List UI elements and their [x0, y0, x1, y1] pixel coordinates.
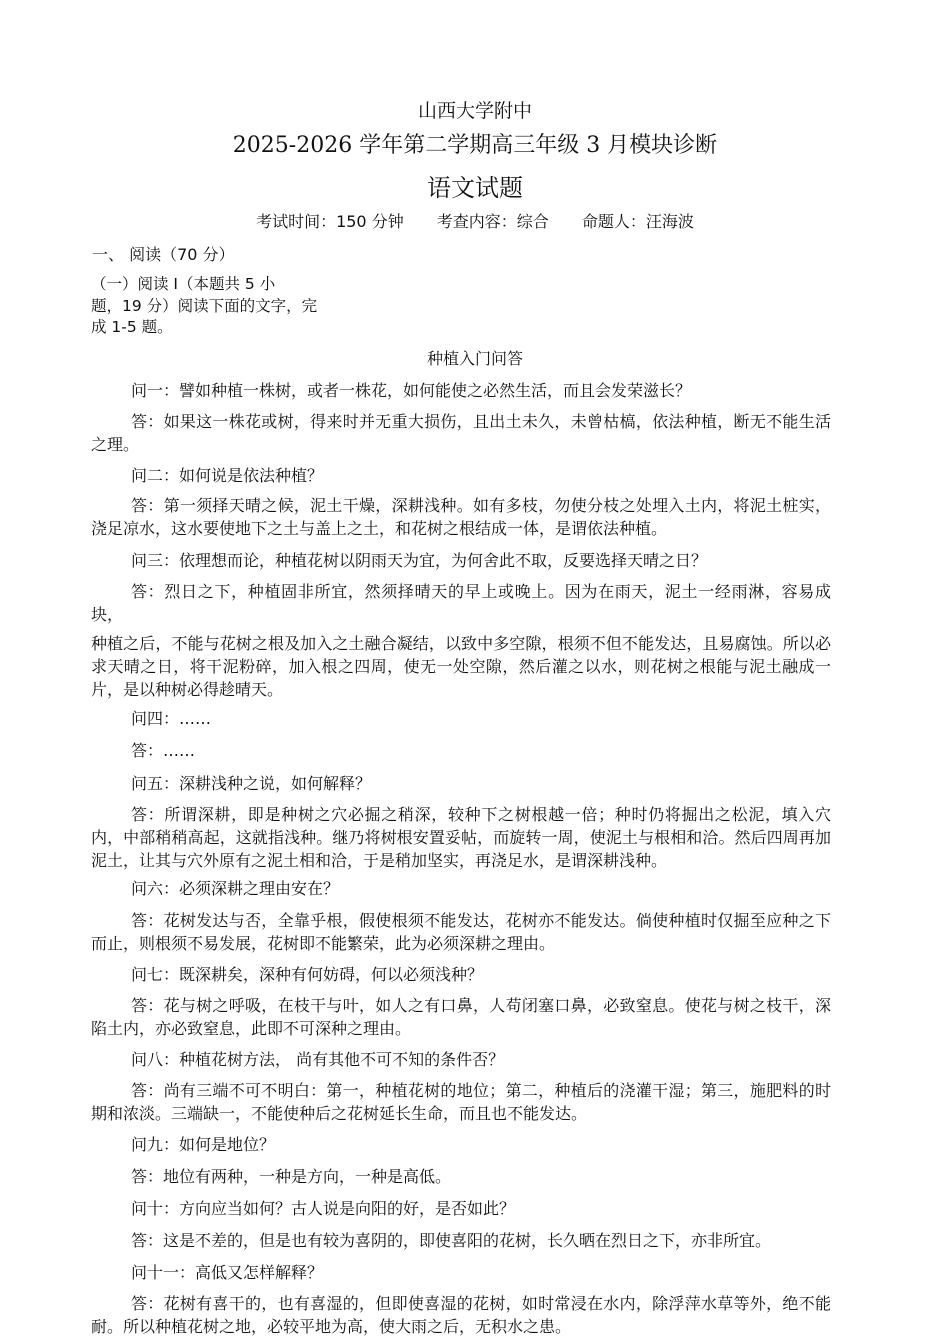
part-intro-line: 成 1-5 题。: [91, 318, 173, 336]
answer-paragraph: 答：地位有两种，一种是方向，一种是高低。: [131, 1167, 452, 1186]
question-paragraph: 问十一：高低又怎样解释？: [131, 1263, 324, 1282]
question-paragraph: 问一：譬如种植一株树，或者一株花，如何能使之必然生活，而且会发荣滋长？: [131, 381, 692, 400]
question-paragraph: 问四：……: [131, 709, 212, 728]
question-paragraph: 问九：如何是地位？: [131, 1135, 276, 1154]
part-intro: [91, 274, 339, 339]
answer-paragraph: 答：所谓深耕，即是种树之穴必掘之稍深，较种下之树根越一倍；种时仍将掘出之松泥，填入穴内，中部稍稍高起，这就指浅种。继乃将树根安置妥帖，而旋转一周，使泥土与根相和洽。然后四周再加泥土，让其与穴外原有之泥土相和洽，于是稍加坚实，再浇足水，是谓深耕浅种。: [91, 805, 831, 870]
question-paragraph: 问十：方向应当如何？古人说是向阳的好，是否如此？: [131, 1199, 516, 1218]
question-paragraph: 问三：依理想而论，种植花树以阴雨天为宜，为何舍此不取，反要选择天晴之日？: [131, 551, 708, 570]
answer-paragraph: 答：这是不差的，但是也有较为喜阴的，即使喜阳的花树，长久晒在烈日之下，亦非所宜。: [131, 1231, 772, 1250]
question-paragraph: 问六：必须深耕之理由安在？: [131, 879, 340, 898]
question-paragraph: 问五：深耕浅种之说，如何解释？: [131, 774, 372, 793]
answer-paragraph: 答：如果这一株花或树，得来时并无重大损伤，且出土未久，未曾枯槁，依法种植，断无不能生活之理。: [91, 412, 831, 454]
school-name: 山西大学附中: [417, 100, 532, 122]
question-paragraph: 问二：如何说是依法种植？: [131, 466, 324, 485]
exam-content: 考查内容：综合: [436, 212, 549, 231]
question-paragraph: 问八：种植花树方法， 尚有其他不可不知的条件否？: [131, 1050, 505, 1069]
answer-paragraph-continued: 种植之后，不能与花树之根及加入之土融合凝结，以致中多空隙，根须不但不能发达，且易腐蚀。所以必求天晴之日，将干泥粉碎，加入根之四周，使无一处空隙，然后灌之以水，则花树之根能与泥土融成一片，是以种树必得趁晴天。: [91, 634, 831, 699]
answer-paragraph: 答：尚有三端不可不明白：第一，种植花树的地位；第二，种植后的浇灌干湿；第三，施肥料的时期和浓淡。三端缺一，不能使种后之花树延长生命，而且也不能发达。: [91, 1081, 831, 1123]
exam-term: 2025-2026 学年第二学期高三年级 3 月模块诊断: [232, 133, 718, 158]
exam-time: 考试时间：150 分钟: [256, 212, 404, 231]
answer-paragraph: 答：花树有喜干的，也有喜湿的，但即使喜湿的花树，如时常浸在水内，除浮萍水草等外，绝不能耐。所以种植花树之地，必较平地为高，使大雨之后，无积水之患。: [91, 1294, 831, 1336]
answer-paragraph: 答：……: [131, 741, 196, 760]
answer-paragraph: 答：花树发达与否，全靠乎根，假使根须不能发达，花树亦不能发达。倘使种植时仅掘至应种之下而止，则根须不易发展，花树即不能繁荣，此为必须深耕之理由。: [91, 911, 831, 953]
exam-meta: [0, 209, 950, 232]
question-paragraph: 问七：既深耕矣，深种有何妨碍，何以必须浅种？: [131, 965, 484, 984]
subject-title: 语文试题: [427, 174, 523, 202]
part-intro-line: （一）阅读 I（本题共 5 小: [91, 275, 276, 293]
answer-paragraph: 答：烈日之下，种植固非所宜，然须择晴天的早上或晚上。因为在雨天，泥土一经雨淋，容易成块，: [91, 582, 831, 624]
answer-paragraph: 答：花与树之呼吸，在枝干与叶，如人之有口鼻，人苟闭塞口鼻，必致窒息。使花与树之枝干，深陷土内，亦必致窒息，此即不可深种之理由。: [91, 996, 831, 1038]
exam-author: 命题人：汪海波: [581, 212, 694, 231]
article-title: 种植入门问答: [426, 349, 523, 368]
section-title: 一、 阅读（70 分）: [92, 245, 235, 264]
part-intro-line: 题，19 分）阅读下面的文字，完: [91, 296, 318, 315]
answer-paragraph: 答：第一须择天晴之候，泥土干燥，深耕浅种。如有多枝，勿使分枝之处埋入土内，将泥土桩实，浇足凉水，这水要使地下之土与盖上之土，和花树之根结成一体，是谓依法种植。: [91, 496, 831, 538]
